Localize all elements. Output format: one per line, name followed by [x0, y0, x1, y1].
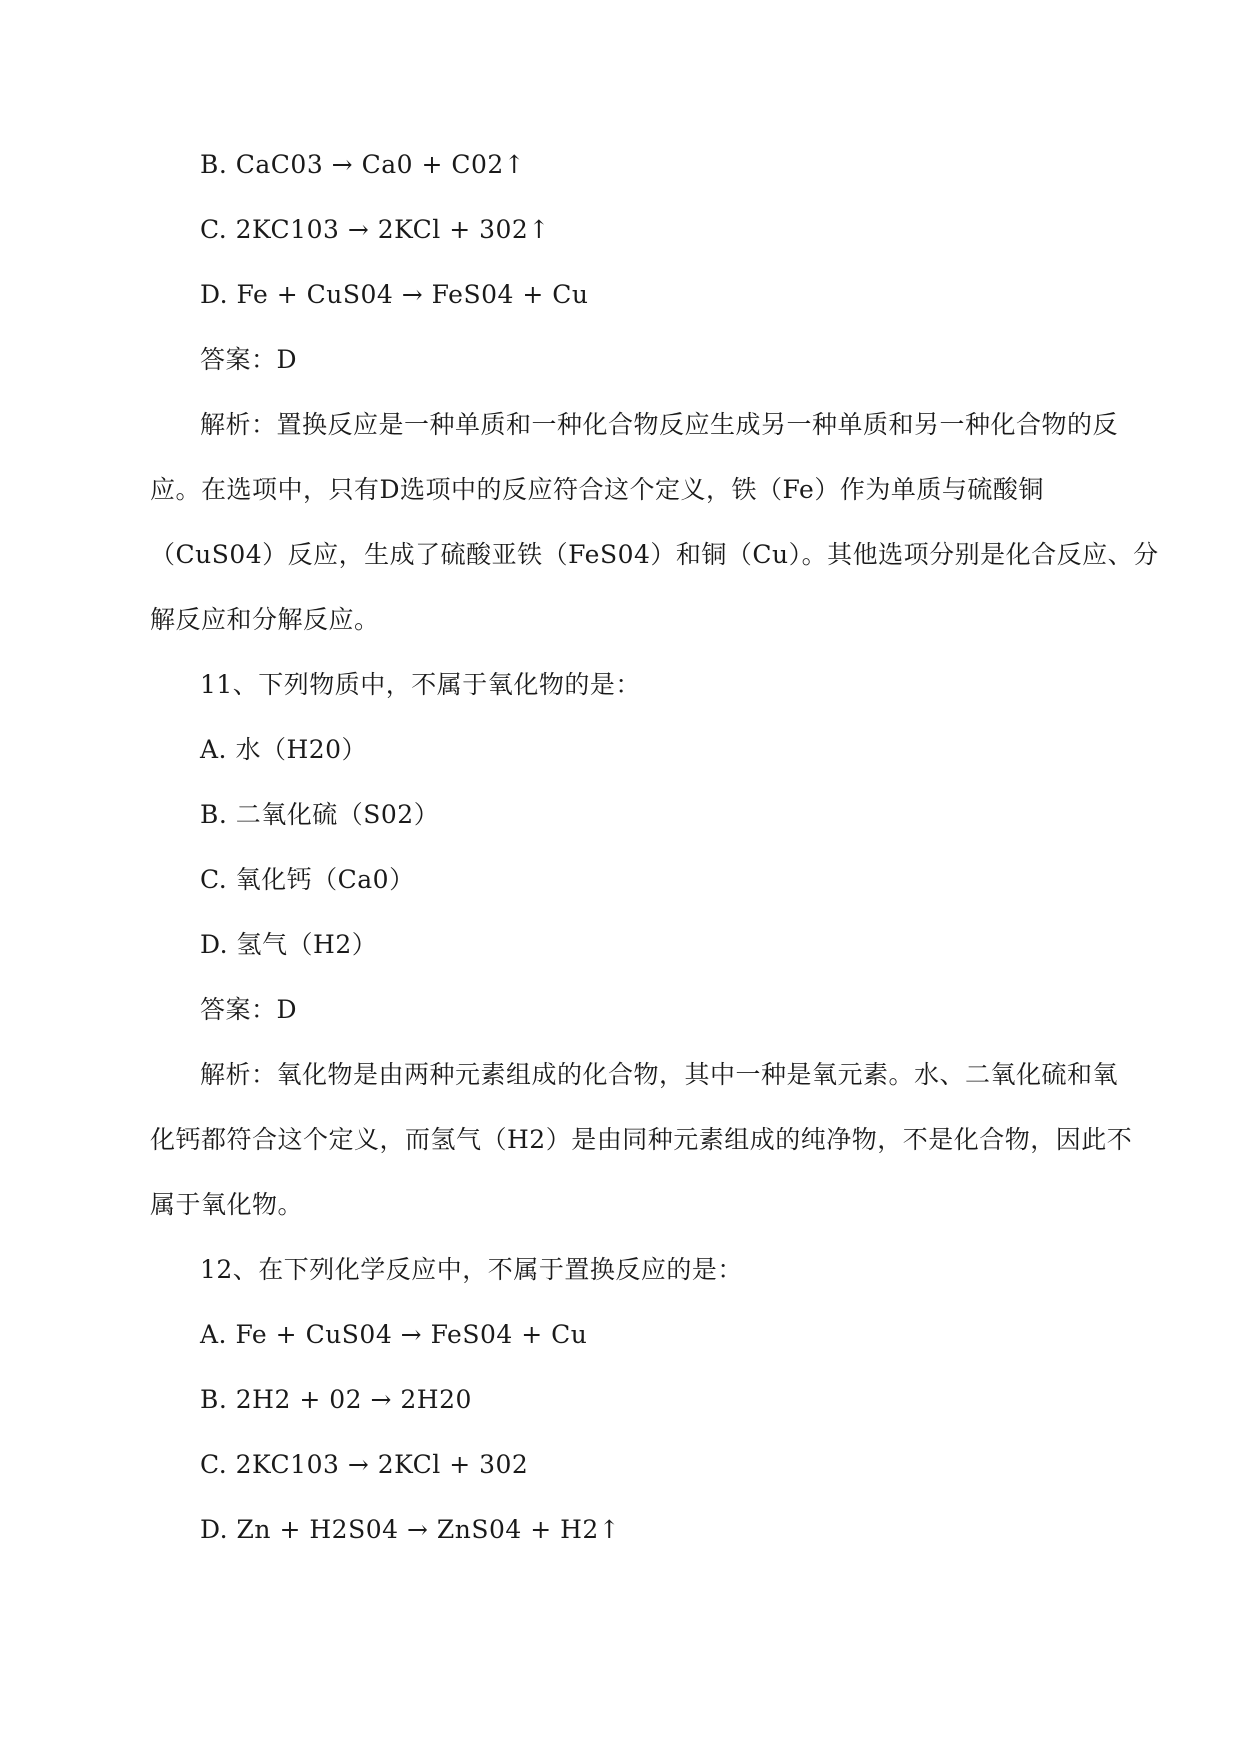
q10-explanation-line-1: 解析：置换反应是一种单质和一种化合物反应生成另一种单质和另一种化合物的反 — [200, 410, 1119, 439]
q12-option-d: D. Zn + H2S04 → ZnS04 + H2↑ — [200, 1515, 621, 1544]
q12-option-b: B. 2H2 + 02 → 2H20 — [200, 1385, 472, 1414]
q11-option-d: D. 氢气（H2） — [200, 930, 378, 959]
q11-answer: 答案：D — [200, 995, 298, 1024]
q11-question: 11、下列物质中，不属于氧化物的是： — [200, 670, 641, 699]
q10-explanation-line-4: 解反应和分解反应。 — [150, 605, 380, 634]
q10-option-d: D. Fe + CuS04 → FeS04 + Cu — [200, 280, 589, 309]
q10-explanation-line-2: 应。在选项中，只有D选项中的反应符合这个定义，铁（Fe）作为单质与硫酸铜 — [150, 475, 1044, 504]
q12-option-a: A. Fe + CuS04 → FeS04 + Cu — [200, 1320, 588, 1349]
q12-option-c: C. 2KC103 → 2KCl + 302 — [200, 1450, 529, 1479]
q11-option-b: B. 二氧化硫（S02） — [200, 800, 440, 829]
q11-option-a: A. 水（H20） — [200, 735, 368, 764]
q12-question: 12、在下列化学反应中，不属于置换反应的是： — [200, 1255, 743, 1284]
q10-explanation-line-3: （CuS04）反应，生成了硫酸亚铁（FeS04）和铜（Cu）。其他选项分别是化合反应、分 — [150, 540, 1159, 569]
q11-explanation-line-2: 化钙都符合这个定义，而氢气（H2）是由同种元素组成的纯净物，不是化合物，因此不 — [150, 1125, 1133, 1154]
q11-explanation-line-3: 属于氧化物。 — [150, 1190, 304, 1219]
q10-option-c: C. 2KC103 → 2KCl + 302↑ — [200, 215, 550, 244]
q10-option-b: B. CaC03 → Ca0 + C02↑ — [200, 150, 526, 179]
q11-explanation-line-1: 解析：氧化物是由两种元素组成的化合物，其中一种是氧元素。水、二氧化硫和氧 — [200, 1060, 1119, 1089]
q11-option-c: C. 氧化钙（Ca0） — [200, 865, 415, 894]
q10-answer: 答案：D — [200, 345, 298, 374]
